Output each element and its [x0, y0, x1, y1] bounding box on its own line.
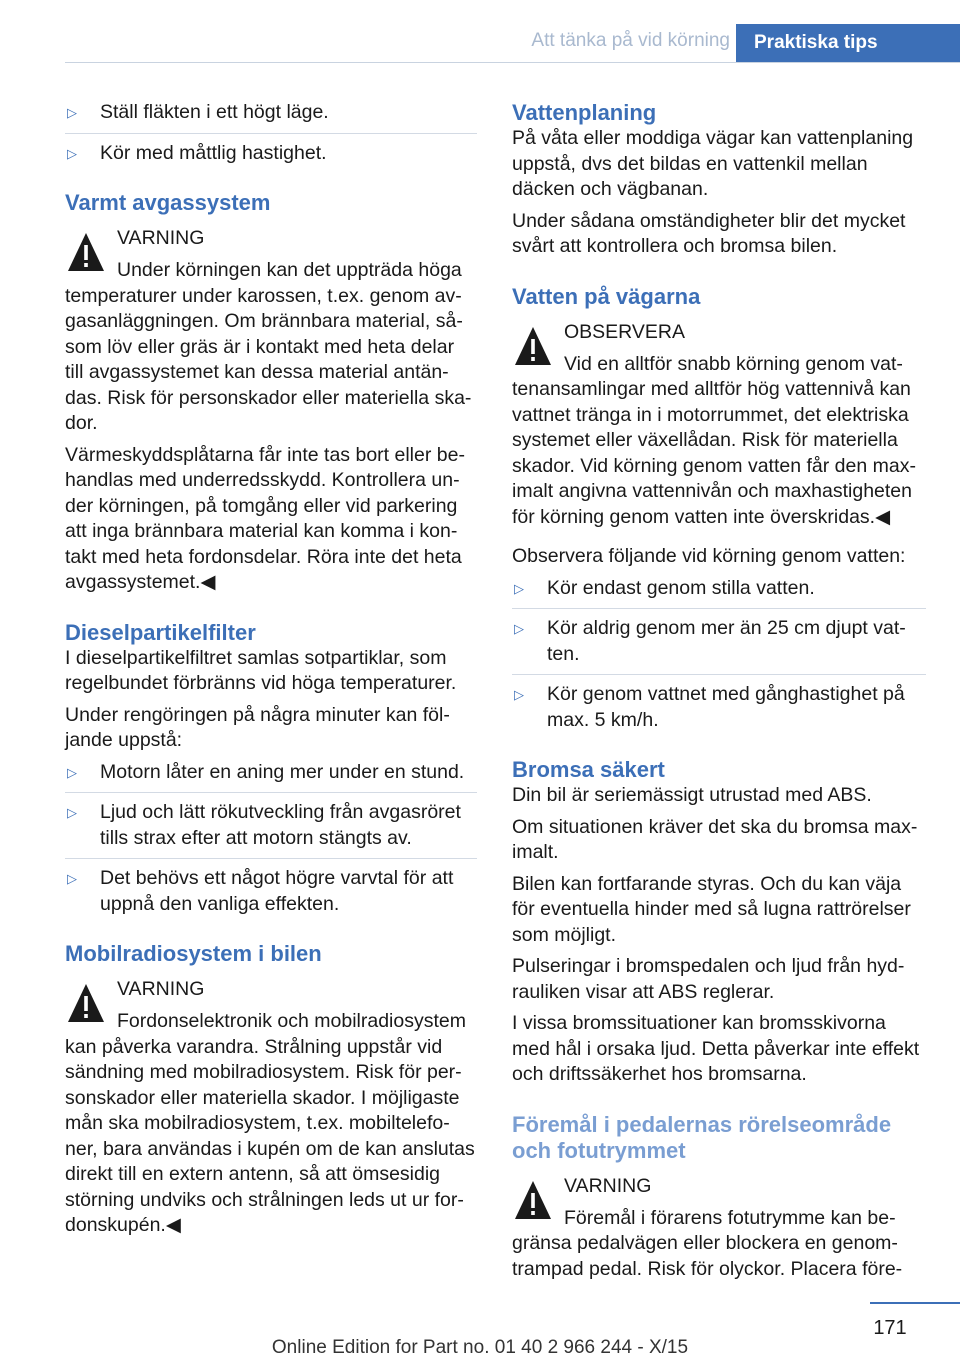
right-column — [512, 100, 926, 1288]
bullet-triangle-icon: ▷ — [514, 621, 524, 636]
section-heading-mobilradiosystem: Mobilradiosystem i bilen — [65, 941, 322, 966]
list-item-text: Kör med måttlig hastighet. — [100, 141, 327, 164]
warning-text: Fordonselektronik och mobilradiosystem kan påverka varandra. Strålning uppstår vid sändning med mobilradiosystem. Risk för per-sonskador eller materiella skador. I möjligaste mån ska mobilradiosystem, t.ex. mobiltelefo-ner, bara användas i kupén om de kan anslutas direkt till en extern antenn, så att ömsesidig störning undviks och strålningen leds ut ur for-donskupén.◀ — [65, 1010, 475, 1236]
notice-text: Vid en alltför snabb körning genom vat-tenansamlingar med alltför hög vattennivå kan vattnet tränga in i motorrummet, det elektriska systemet eller växellådan. Risk för materiella skador. Vid körning genom vatten får den max-imalt angivna vattennivån och maxhastigheten för körning genom vatten inte överskridas.◀ — [512, 352, 916, 528]
paragraph: På våta eller moddiga vägar kan vattenplaning uppstå, dvs det bildas en vattenkil mellan däcken och vägbanan. — [512, 127, 914, 200]
warning-box — [65, 977, 477, 1239]
list-item — [65, 800, 477, 851]
bullet-triangle-icon: ▷ — [67, 805, 77, 820]
list-item-text: Kör aldrig genom mer än 25 cm djupt vat-ten. — [547, 617, 906, 665]
section-heading-vattenplaning: Vattenplaning — [512, 100, 657, 125]
list-item-text: Det behövs ett något högre varvtal för att uppnå den vanliga effekten. — [100, 867, 454, 915]
notice-label: OBSERVERA — [564, 320, 686, 343]
list-item-text: Ställ fläkten i ett högt läge. — [100, 101, 329, 123]
warning-triangle-icon — [512, 1178, 564, 1228]
paragraph: Din bil är seriemässigt utrustad med ABS. — [512, 784, 872, 806]
page-number: 171 — [873, 1317, 907, 1339]
section-heading-varmt-avgassystem: Varmt avgassystem — [65, 190, 271, 215]
left-column — [65, 100, 477, 1245]
warning-label: VARNING — [117, 227, 205, 249]
list-item-text: Kör genom vattnet med gånghastighet på max. 5 km/h. — [547, 683, 905, 731]
divider — [512, 674, 926, 675]
bullet-triangle-icon: ▷ — [67, 764, 77, 780]
divider — [65, 133, 477, 134]
section-heading-foremal-i-pedalerna: Föremål i pedalernas rörelseområde och fotutrymmet — [512, 1111, 892, 1163]
section-heading-bromsa-sakert: Bromsa säkert — [512, 757, 665, 782]
paragraph: Värmeskyddsplåtarna får inte tas bort eller be-handlas med underredsskydd. Kontrollera un-der körningen, på tomgång eller vid parkering att inga brännbara material kan komma i kon-takt med heta fordonsdelar. Röra inte det heta avgassystemet.◀ — [65, 443, 465, 593]
warning-triangle-icon — [65, 230, 117, 280]
paragraph: Pulseringar i bromspedalen och ljud från hyd-rauliken visar att ABS reglerar. — [512, 955, 905, 1003]
list-item — [65, 760, 477, 786]
section-heading-vatten-pa-vagarna: Vatten på vägarna — [512, 283, 701, 309]
list-item-text: Ljud och lätt rökutveckling från avgasröret tills strax efter att motorn stängts av. — [100, 801, 461, 849]
notice-box — [512, 320, 926, 531]
header-rule — [65, 62, 960, 63]
header-section-title: Att tänka på vid körning — [531, 30, 730, 51]
warning-label: VARNING — [564, 1174, 652, 1197]
paragraph: Om situationen kräver det ska du bromsa max-imalt. — [512, 815, 918, 863]
paragraph: I dieselpartikelfiltret samlas sotpartiklar, som regelbundet förbränns vid höga temperaturer. — [65, 646, 457, 694]
paragraph: Under sådana omständigheter blir det mycket svårt att kontrollera och bromsa bilen. — [512, 209, 906, 257]
footer-edition-text: Online Edition for Part no. 01 40 2 966 244 - X/15 — [271, 1337, 689, 1358]
list-item — [65, 141, 477, 167]
bullet-triangle-icon: ▷ — [67, 105, 77, 120]
bullet-triangle-icon: ▷ — [514, 687, 524, 702]
list-item — [512, 576, 926, 602]
list-item-text: Motorn låter en aning mer under en stund. — [100, 760, 465, 783]
warning-triangle-icon — [65, 981, 117, 1031]
paragraph: Under rengöringen på några minuter kan föl-jande uppstå: — [65, 703, 450, 751]
warning-triangle-icon — [512, 324, 564, 374]
header-chapter-tab: Praktiska tips — [736, 24, 960, 62]
warning-label: VARNING — [117, 978, 205, 1000]
divider — [512, 608, 926, 609]
warning-box — [512, 1174, 926, 1283]
bullet-triangle-icon: ▷ — [514, 580, 524, 596]
list-item — [512, 616, 926, 667]
list-item — [512, 682, 926, 733]
list-item — [65, 866, 477, 917]
section-heading-dieselpartikelfilter: Dieselpartikelfilter — [65, 619, 256, 645]
divider — [65, 858, 477, 859]
warning-text: Föremål i förarens fotutrymme kan be-gränsa pedalvägen eller blockera en genom-trampad pedal. Risk för olyckor. Placera före- — [512, 1206, 903, 1280]
list-item — [65, 100, 477, 126]
warning-box — [65, 226, 477, 437]
paragraph: Bilen kan fortfarande styras. Och du kan väja för eventuella hinder med så lugna rattrörelser som möjligt. — [512, 872, 911, 946]
warning-text: Under körningen kan det uppträda höga temperaturer under karossen, t.ex. genom av-gasanläggningen. Om brännbara material, så-som löv eller gräs är i kontakt med heta delar till avgassystemet kan dessa material antän-das. Risk för personskador eller materiella ska-dor. — [65, 259, 472, 434]
bullet-triangle-icon: ▷ — [67, 871, 77, 886]
paragraph: Observera följande vid körning genom vatten: — [512, 545, 906, 567]
paragraph: I vissa bromssituationer kan bromsskivorna med hål i orsaka ljud. Detta påverkar inte effekt och driftssäkerhet hos bromsarna. — [512, 1012, 920, 1085]
list-item-text: Kör endast genom stilla vatten. — [547, 576, 815, 599]
divider — [65, 792, 477, 793]
bullet-triangle-icon: ▷ — [67, 145, 77, 161]
footer-rule — [870, 1302, 960, 1304]
